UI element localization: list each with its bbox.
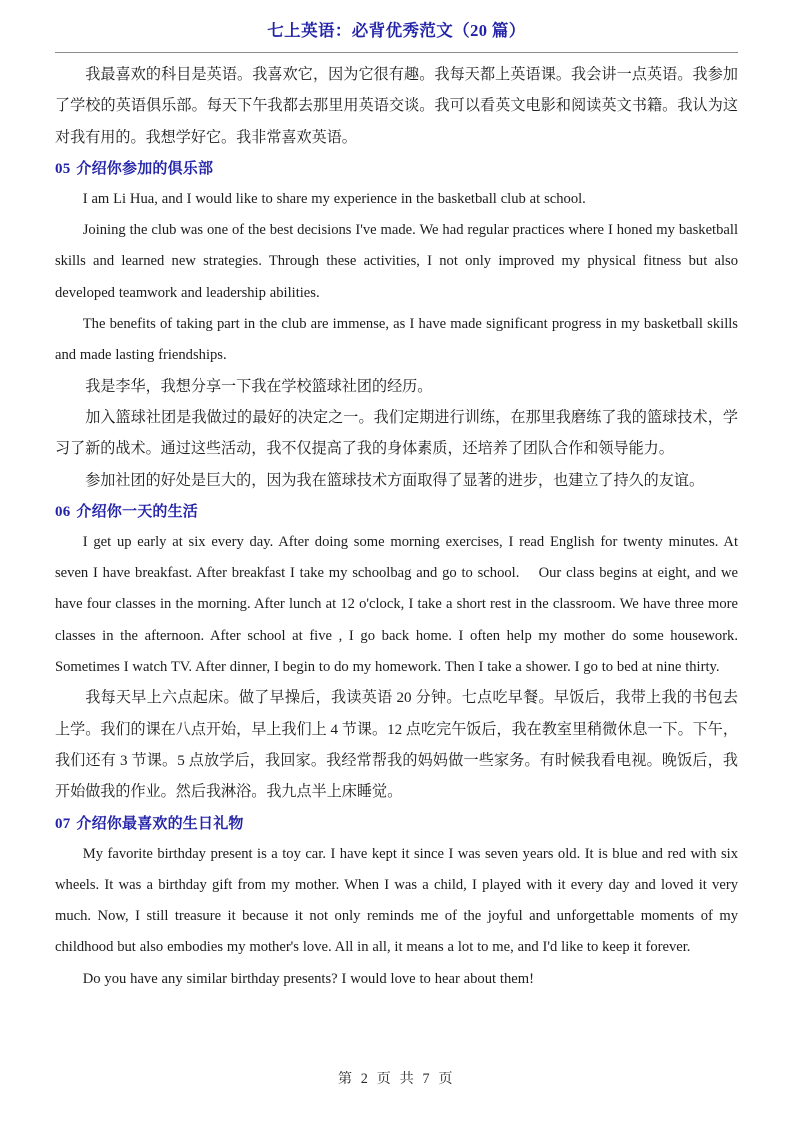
intro-paragraph-cn: 我最喜欢的科目是英语。我喜欢它，因为它很有趣。我每天都上英语课。我会讲一点英语。我参加了学校的英语俱乐部。每天下午我都去那里用英语交谈。我可以看英文电影和阅读英文书籍。我认为这对我有用的。我想学好它。我非常喜欢英语。 [55,67,738,146]
section-title-06: 介绍你一天的生活 [76,503,199,520]
section-05-en-paragraph-2: Joining the club was one of the best decisions I've made. We had regular practices where I honed my basketball skills and learned new strategies. Through these activities, I not only improved my physical fitness but also developed teamwork and leadership abilities. [55,222,738,301]
section-number-06: 06 [55,503,71,520]
section-05-cn-paragraph-2: 加入篮球社团是我做过的最好的决定之一。我们定期进行训练，在那里我磨练了我的篮球技术，学习了新的战术。通过这些活动，我不仅提高了我的身体素质，还培养了团队合作和领导能力。 [55,409,738,458]
section-heading-05 [55,154,738,184]
document-body [55,60,742,995]
section-07-en-paragraph-2: Do you have any similar birthday presents? I would love to hear about them! [82,970,534,987]
section-05-cn-paragraph-3: 参加社团的好处是巨大的，因为我在篮球技术方面取得了显著的进步，也建立了持久的友谊。 [85,472,705,489]
section-07-en-paragraph-1: My favorite birthday present is a toy car. I have kept it since I was seven years old. It is blue and red with six wheels. It was a birthday gift from my mother. When I was a child, I played with it every day and loved it very much. Now, I still treasure it because it not only reminds me of the joyful and unforgettable moments of my childhood but also embodies my mother's love. All in all, it means a lot to me, and I'd like to keep it forever. [55,845,738,956]
section-number-07: 07 [55,815,71,832]
section-heading-07 [55,809,738,839]
section-06-cn-paragraph-1: 我每天早上六点起床。做了早操后，我读英语 20 分钟。七点吃早餐。早饭后，我带上我的书包去上学。我们的课在八点开始，早上我们上 4 节课。12 点吃完午饭后，我在教室里稍微休息一下。下午，我们还有 3 节课。5 点放学后，我回家。我经常帮我的妈妈做一些家务。有时候我看电视。晚饭后，我开始做我的作业。然后我淋浴。我九点半上床睡觉。 [55,690,738,801]
section-heading-06 [55,497,738,527]
section-number-05: 05 [55,160,71,177]
section-05-en-paragraph-3: The benefits of taking part in the club are immense, as I have made significant progress in my basketball skills and made lasting friendships. [55,316,738,364]
section-05-en-paragraph-1: I am Li Hua, and I would like to share my experience in the basketball club at school. [82,190,586,207]
section-title-05: 介绍你参加的俱乐部 [76,160,214,177]
section-06-en-paragraph-1: I get up early at six every day. After doing some morning exercises, I read English for twenty minutes. At seven I have breakfast. After breakfast I take my schoolbag and go to school. Our class begins at eight, and we have four classes in the morning. After lunch at 12 o'clock, I take a short rest in the classroom. We have three more classes in the afternoon. After school at five , I go back home. I often help my mother do some housework. Sometimes I watch TV. After dinner, I begin to do my homework. Then I take a shower. I go to bed at nine thirty. [55,533,742,676]
section-05-cn-paragraph-1: 我是李华，我想分享一下我在学校篮球社团的经历。 [85,378,433,395]
page-footer: 第 2 页 共 7 页 [337,1071,456,1087]
section-title-07: 介绍你最喜欢的生日礼物 [76,815,244,832]
page-title: 七上英语：必背优秀范文（20 篇） [267,21,526,40]
header-divider [55,52,738,53]
